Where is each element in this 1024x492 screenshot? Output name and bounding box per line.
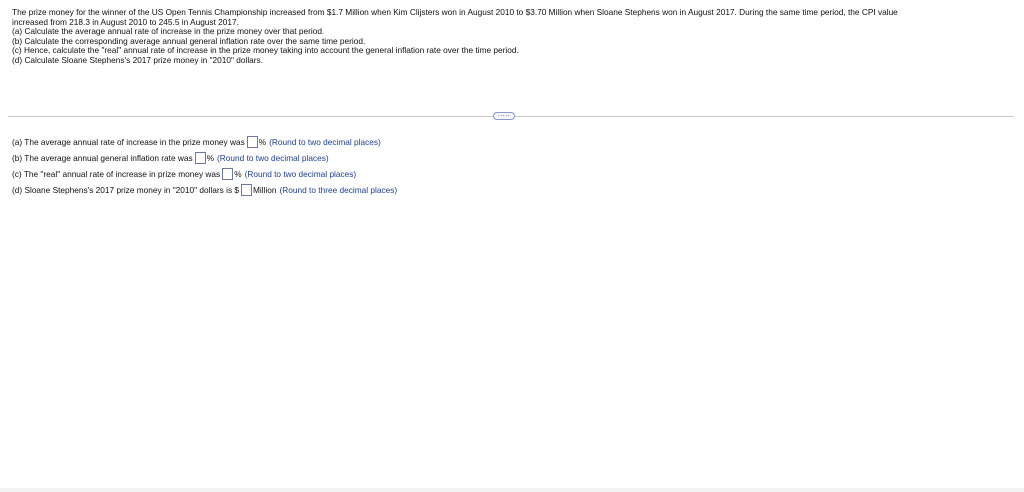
answer-b-prefix: (b) The average annual general inflation rate was: [12, 153, 193, 163]
answer-a-unit: %: [258, 137, 267, 147]
question-part-a: (a) Calculate the average annual rate of increase in the prize money over that period.: [12, 26, 325, 36]
answer-c-hint: (Round to two decimal places): [244, 169, 357, 179]
question-part-d: (d) Calculate Sloane Stephens's 2017 prize money in "2010" dollars.: [12, 54, 263, 65]
bottom-border: [0, 488, 1024, 492]
answer-line-b: [12, 150, 397, 166]
question-part-c: (c) Hence, calculate the "real" annual rate of increase in the prize money taking into account the general inflation rate over the time period.: [12, 45, 519, 55]
question-intro-line-2: increased from 218.3 in August 2010 to 245.5 in August 2017.: [12, 16, 239, 27]
answer-a-prefix: (a) The average annual rate of increase in the prize money was: [12, 137, 245, 147]
answer-line-c: [12, 166, 397, 182]
answer-line-d: [12, 182, 397, 198]
answer-d-input[interactable]: [241, 184, 252, 196]
answer-a-hint: (Round to two decimal places): [269, 137, 381, 147]
answer-b-unit: %: [206, 153, 215, 163]
answer-a-input[interactable]: [247, 136, 258, 148]
question-text: [12, 8, 1017, 65]
more-dots-icon: .....: [497, 111, 511, 118]
answer-c-unit: %: [234, 169, 242, 179]
answer-d-unit: Million: [253, 185, 277, 195]
answer-section: [12, 134, 397, 198]
answer-c-prefix: (c) The "real" annual rate of increase in prize money was: [12, 169, 221, 179]
answer-d-prefix: (d) Sloane Stephens's 2017 prize money in "2010" dollars is $: [12, 185, 240, 195]
question-intro-line-1: The prize money for the winner of the US Open Tennis Championship increased from $1.7 Million when Kim Clijsters won in August 2010 to $3.70 Million when Sloane Stephens won in August 2017. During the same time period, the CPI value: [12, 7, 898, 17]
question-part-b: (b) Calculate the corresponding average annual general inflation rate over the same time period.: [12, 35, 366, 46]
expand-question-button[interactable]: [493, 112, 515, 120]
answer-d-hint: (Round to three decimal places): [279, 185, 398, 195]
answer-b-hint: (Round to two decimal places): [217, 153, 329, 163]
answer-c-input[interactable]: [222, 168, 233, 180]
answer-b-input[interactable]: [195, 152, 206, 164]
answer-line-a: [12, 134, 397, 150]
